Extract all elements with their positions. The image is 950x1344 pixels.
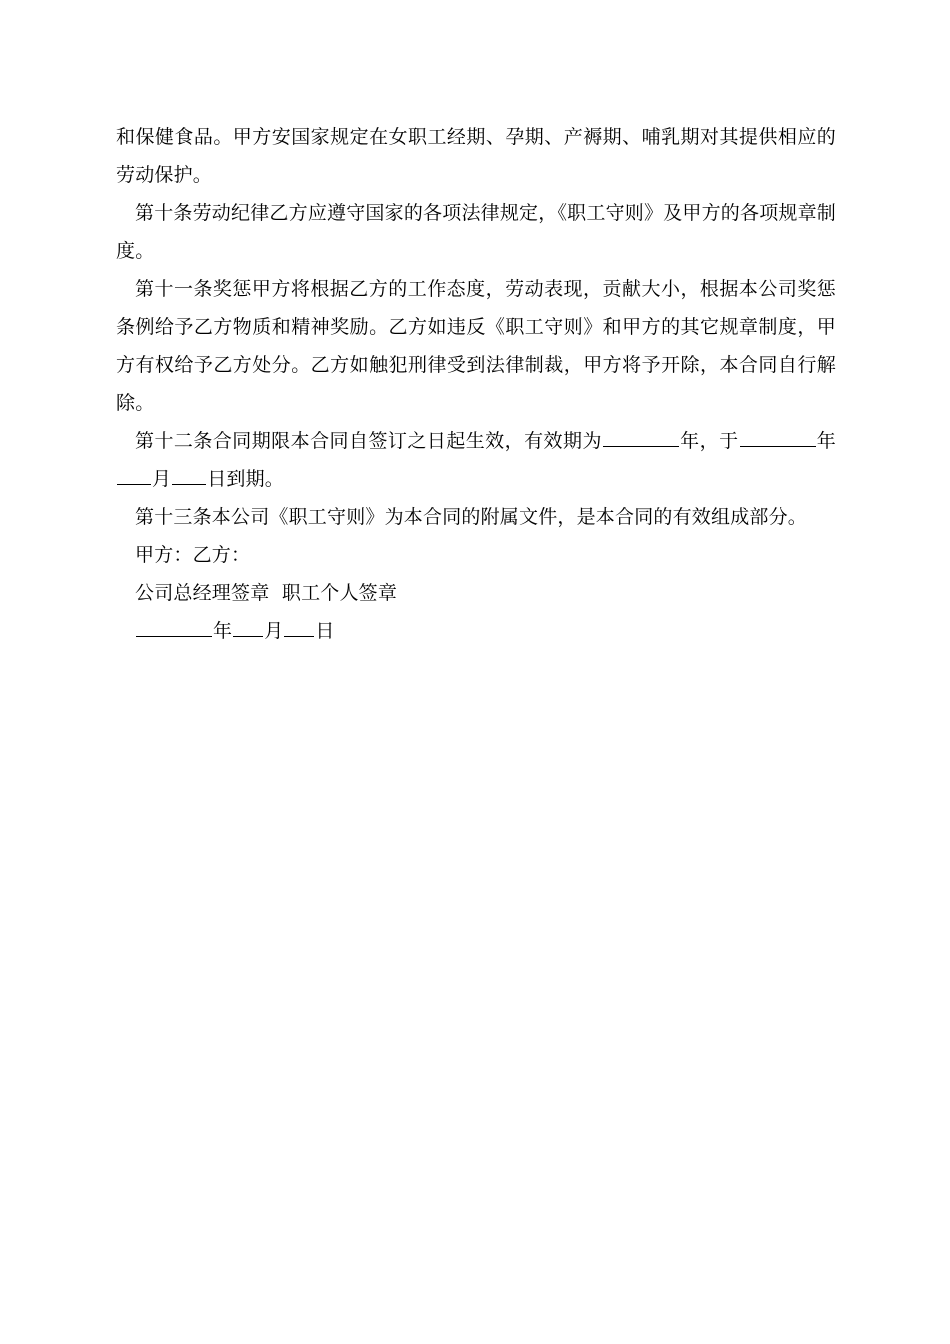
blank-sign-month <box>233 618 263 637</box>
paragraph-article-13: 第十三条本公司《职工守则》为本合同的附属文件，是本合同的有效组成部分。 <box>135 506 808 528</box>
paragraph-protection: 和保健食品。甲方安国家规定在女职工经期、孕期、产褥期、哺乳期对其提供相应的劳动保护。 <box>116 126 836 186</box>
paragraph-parties: 甲方：乙方： <box>135 544 251 566</box>
article-12-text-4: 月 <box>152 468 172 490</box>
blank-sign-day <box>284 618 314 637</box>
paragraph-date-line <box>116 612 836 650</box>
blank-years <box>603 428 679 447</box>
article-12-text-3: 年 <box>816 430 836 452</box>
date-year-label: 年 <box>213 620 233 642</box>
blank-sign-year <box>136 618 212 637</box>
date-month-label: 月 <box>264 620 284 642</box>
blank-end-year <box>740 428 816 447</box>
blank-end-month <box>117 466 151 485</box>
paragraph-article-12 <box>116 422 836 498</box>
paragraph-signatures: 公司总经理签章 职工个人签章 <box>135 582 398 604</box>
blank-end-day <box>172 466 206 485</box>
article-12-text-2: 年，于 <box>679 430 739 452</box>
paragraph-article-11: 第十一条奖惩甲方将根据乙方的工作态度，劳动表现，贡献大小，根据本公司奖惩条例给予乙方物质和精神奖励。乙方如违反《职工守则》和甲方的其它规章制度，甲方有权给予乙方处分。乙方如触犯刑律受到法律制裁，甲方将予开除，本合同自行解除。 <box>116 278 836 414</box>
article-12-text-1: 第十二条合同期限本合同自签订之日起生效，有效期为 <box>135 430 602 452</box>
paragraph-article-10: 第十条劳动纪律乙方应遵守国家的各项法律规定，《职工守则》及甲方的各项规章制度。 <box>116 202 836 262</box>
article-12-text-5: 日到期。 <box>207 468 285 490</box>
date-day-label: 日 <box>315 620 335 642</box>
document-body <box>116 118 836 650</box>
